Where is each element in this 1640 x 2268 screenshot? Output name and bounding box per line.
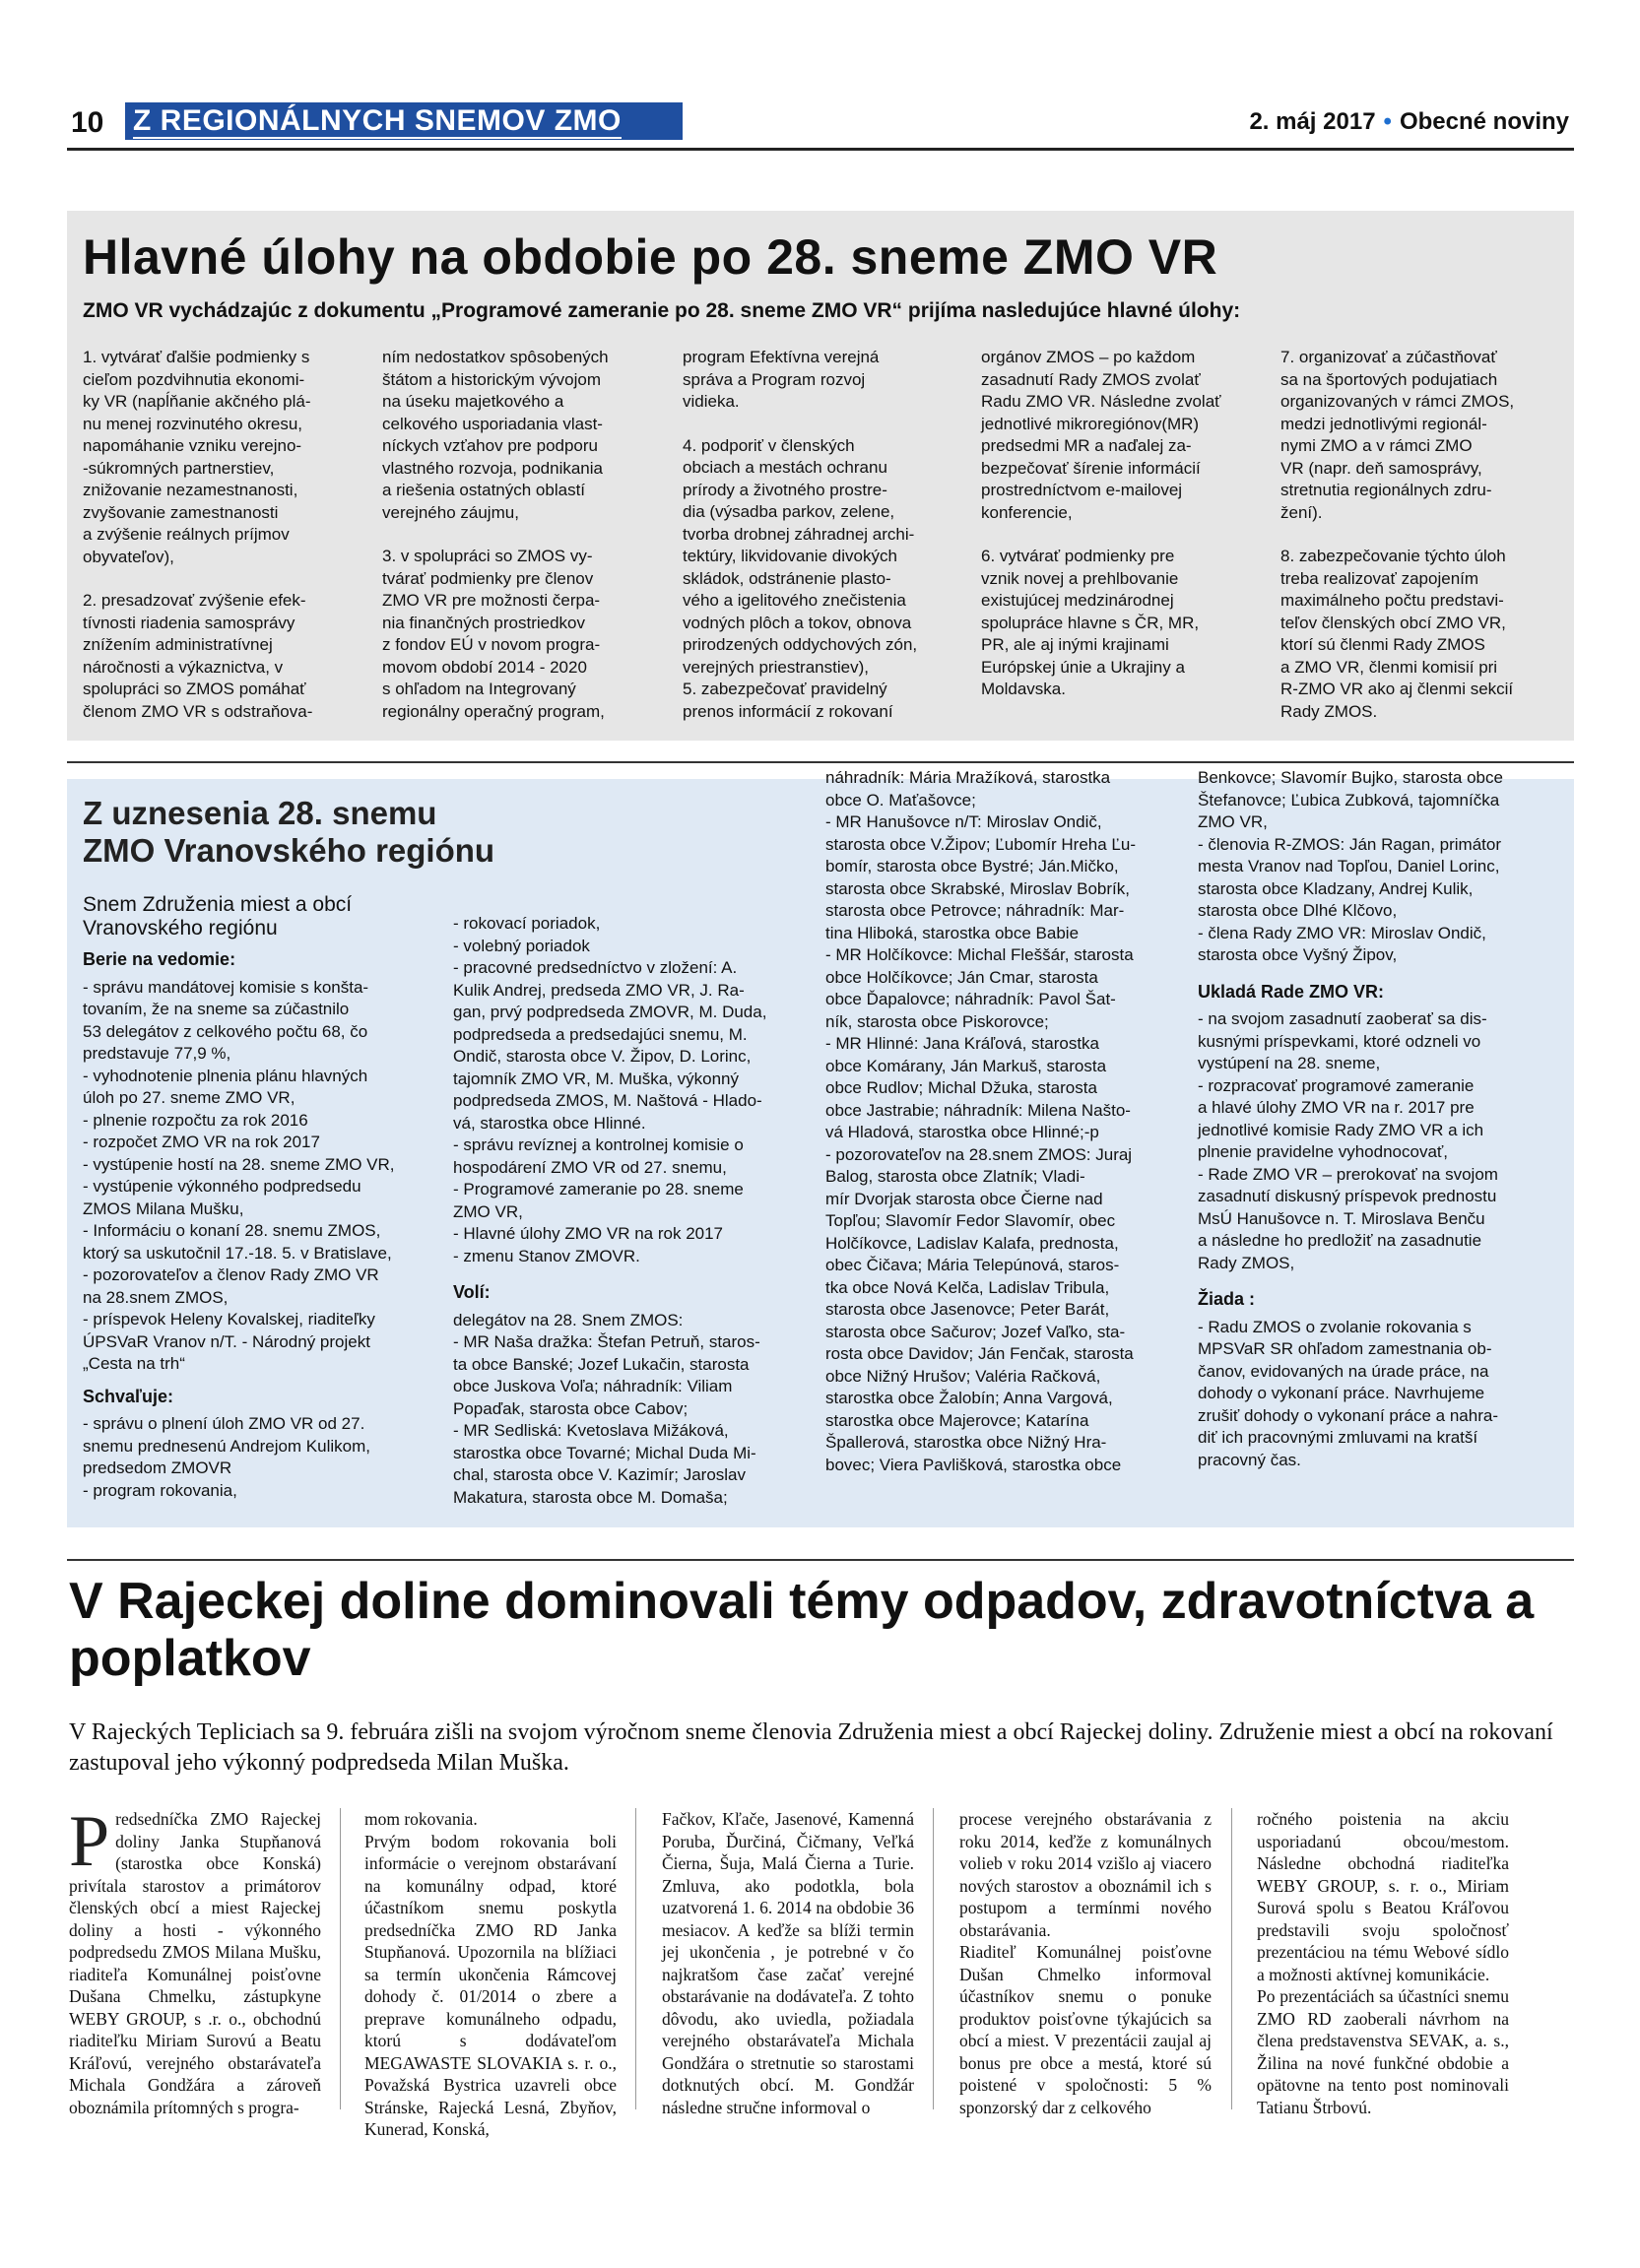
header-rule [67,148,1574,151]
column-rule [635,1808,636,2109]
bullet-separator: • [1383,108,1392,135]
issue-date: 2. máj 2017 [1249,108,1376,135]
resolution-heading-orders: Ukladá Rade ZMO VR: [1198,981,1385,1002]
resolution-heading-requests: Žiada : [1198,1289,1256,1309]
publication-name: Obecné noviny [1399,108,1569,135]
main-tasks-box [67,211,1574,741]
column-rule [340,1808,341,2109]
resolution-text: - rokovací poriadok, - volebný poriadok - pracovné predsedníctvo v zložení: A. Kulik Andrej, predseda ZMO VR, J. Ra- gan, prvý podpredseda ZMOVR, M. Duda, podpredseda a predsedajúci snemu, M. Ondič, starosta obce V. Žipov, D. Lorinc, tajomník ZMO VR, M. Muška, výkonný podpredseda ZMOS, M. Naštová - Hlado- vá, starostka obce Hlinné. - správu revíznej a kontrolnej komisie o hospodárení ZMO VR od 27. snemu, - Programové zameranie po 28. sneme ZMO VR, - Hlavné úlohy ZMO VR na rok 2017 - zmenu Stanov ZMOVR. [453,914,767,1265]
tasks-paragraph: 4. podporiť v členských obciach a mestách ochranu prírody a životného prostre- dia (výsadba parkov, zelene, tvorba drobnej záhradnej archi- tektúry, likvidovanie divokých skládok, odstránenie plasto- vého a igelitového znečistenia vodných plôch a tokov, obnova prirodzených oddychových zón, verejných priestranstiev), 5. zabezpečovať pravidelný prenos informácií z rokovaní [683,435,918,721]
page-number: 10 [71,106,104,139]
tasks-paragraph: 1. vytvárať ďalšie podmienky s cieľom pozdvihnutia ekonomi- ky VR (napĺňanie akčného plá- nu menej rozvinutého okresu, napomáhanie vzniku verejno- -súkromných partnerstiev, znižovanie nezamestnanosti, zvyšovanie zamestnanosti a zvýšenie reálnych príjmov obyvateľov), [83,348,311,566]
tasks-column-5 [1280,347,1561,745]
tasks-paragraph: orgánov ZMOS – po každom zasadnutí Rady ZMOS zvolať Radu ZMO VR. Následne zvolať jednotlivé mikroregiónov(MR) predsedmi MR a naďalej za- bezpečovať šírenie informácií prostredníctvom e-mailovej konferencie, [981,348,1221,522]
resolution-heading-notes: Berie na vedomie: [83,949,236,969]
article-text: mom rokovania. Prvým bodom rokovania boli informácie o verejnom obstarávaní na komunálny odpad, ktoré účastníkom snemu poskytla predsedníčka ZMO RD Janka Stupňanová. Upozornila na blížiaci sa termín ukončenia Rámcovej dohody č. 01/2014 o zbere a preprave komunálneho odpadu, ktorú s dodávateľom MEGAWASTE SLOVAKIA s. r. o., Považská Bystrica uzavreli obce Stránske, Rajecká Lesná, Zbyňov, Kunerad, Konská, [364,1809,617,2139]
tasks-column-4 [981,347,1255,723]
tasks-paragraph: program Efektívna verejná správа a Program rozvoj vidieka. [683,348,880,411]
article-text: Fačkov, Kľače, Jasenové, Kamenná Poruba, Ďurčiná, Čičmany, Veľká Čierna, Šuja, Malá Čierna a Turie. Zmluva, ako podotkla, bola uzatvorená 1. 6. 2014 na obdobie 36 mesiacov. A keďže sa blíži termin jej ukončenia , je potrebné v čo najkratšom čase začať verejné obstarávanie na dodávateľa. Z tohto dôvodu, ako uviedla, požiadala verejného obstarávateľa Michala Gondžára o stretnutie so starostami dotknutých obcí. M. Gondžár následne stručne informoval o [662,1809,914,2117]
issue-info [1249,108,1569,136]
section-label-text: Z REGIONÁLNYCH SNEMOV ZMO [133,104,622,137]
article-headline: V Rajeckej doline dominovali témy odpadov, zdravotníctva a poplatkov [69,1573,1535,1687]
resolution-text: náhradník: Mária Mražíková, starostka obce O. Maťašovce; - MR Hanušovce n/T: Miroslav Ondič, starosta obce V.Žipov; Ľubomír Hreha Ľu- bomír, starosta obce Bystré; Ján.Mičko, starosta obce Skrabské, Miroslav Bobrík, starosta obce Petrovce; náhradník: Mar- tina Hliboká, starostka obce Babie - MR Holčíkovce: Michal Fleššár, starosta obce Holčíkovce; Ján Cmar, starosta obce Ďapalovce; náhradník: Pavol Šat- ník, starosta obce Piskorovce; - MR Hlinné: Jana Kráľová, starostka obce Komárany, Ján Markuš, starosta obce Rudlov; Michal Džuka, starosta obce Jastrabie; náhradník: Milena Našto- vá Hladová, starostka obce Hlinné;-p - pozorovateľov na 28.snem ZMOS: Juraj Balog, starosta obce Zlatník; Vladi- mír Dvorjak starosta obce Čierne nad Topľou; Slavomír Fedor Slavomír, obec Holčíkovce, Ladislav Kalafa, prednosta, obec Čičava; Mária Telepúnová, staros- tka obce Nová Kelča, Ladislav Tribula, starosta obce Jasenovce; Peter Barát, starosta obce Sačurov; Jozef Vaľko, sta- rosta obce Davidov; Ján Fenčak, starosta obce Nižný Hrušov; Valéria Račková, starostka obce Žalobín; Anna Vargová, starostka obce Majerovce; Katarína Špallerová, starostka obce Nižný Hra- bovec; Viera Pavlišková, starostka obce [825,768,1136,1474]
main-tasks-title: Hlavné úlohy na obdobie po 28. sneme ZMO VR [83,229,1218,285]
article-text: ročného poistenia na akciu usporiadanú obcou/mestom. Následne obchodná riaditeľka WEBY GROUP, s. r. o., Miriam Surová spolu s Beatou Kráľovou predstavili svoju spoločnosť prezentáciou na tému Webové sídlo a možnosti aktívnej komunikácie. Po prezentáciách sa účastníci snemu ZMO RD zaoberali návrhom na člena predstavenstva SEVAK, a. s., Žilina na nové funkčné obdobie a opätovne na tento post nominovali Tatianu Štrbovú. [1257,1809,1509,2117]
tasks-paragraph: 7. organizovať a zúčastňovať sa na športových podujatiach organizovaných v rámci ZMOS, medzi jednotlivými regionál- nymi ZMO a v rámci ZMO VR (napr. deň samosprávy, stretnutia regionálnych zdru- žení). [1280,348,1515,522]
tasks-column-2 [382,347,656,745]
resolution-text: delegátov na 28. Snem ZMOS: - MR Naša dražka: Štefan Petruň, staros- ta obce Banské; Jozef Lukačin, starosta obce Juskova Voľa; náhradník: Viliam Popaďak, starosta obce Cabov; - MR Sedliská: Kvetoslava Mižáková, starostka obce Tovarné; Michal Duda Mi- chal, starosta obce V. Kazimír; Jaroslav Makatura, starosta obce M. Domaša; [453,1310,760,1507]
article-column-5 [1257,1808,1509,2118]
resolution-subtitle: Snem Združenia miest a obcí Vranovského regiónu [83,893,353,940]
resolution-title: Z uznesenia 28. snemu ZMO Vranovského regiónu [83,795,495,869]
article-column-4 [959,1808,1212,2118]
resolution-heading-approves: Schvaľuje: [83,1386,173,1406]
tasks-paragraph: 6. vytvárať podmienky pre vznik novej a prehlbovanie existujúcej medzinárodnej spolupráce hlavne s ČR, MR, PR, ale aj inými krajinami Európskej únie a Ukrajiny a Moldavska. [981,547,1200,698]
tasks-column-1 [83,347,357,745]
resolution-text: - Radu ZMOS o zvolanie rokovania s MPSVaR SR ohľadom zamestnania ob- čanov, evidovaných na úrade práce, na dohody o vykonaní práce. Navrhujeme zrušiť dohody o vykonaní práce a nahra- diť ich pracovnými zmluvami na kratší pracovný čas. [1198,1317,1498,1469]
tasks-paragraph: 3. v spolupráci so ZMOS vy- tvárať podmienky pre členov ZMO VR pre možnosti čerpa- nia finančných prostriedkov z fondov EÚ v novom progra- movom období 2014 - 2020 s ohľadom na Integrovaný regionálny operačný program, [382,547,605,721]
column-rule [1231,1808,1232,2109]
article-column-1 [69,1801,321,2118]
section-divider [67,1559,1574,1561]
article-text: procese verejného obstarávania z roku 2014, keďže z komunálnych volieb v roku 2014 vzišlo aj viacero nových starostov a oboznámil ich s postupom a termínmi nového obstarávania. Riaditeľ Komunálnej poisťovne Dušan Chmelko informoval účastníkov snemu o ponuke produktov poisťovne týkajúcich sa obcí a miest. V prezentácii zaujal aj bonus pre obce a mestá, ktoré sú poistené v spoločnosti: 5 % sponzorský dar z celkového [959,1809,1212,2117]
drop-cap: P [69,1801,110,1882]
article-text: redsedníčka ZMO Rajeckej doliny Janka Stupňanová (starostka obce Konská) privítala starostov a primátorov členských obcí a miest Rajeckej doliny a hosti - výkonného podpredsedu ZMOS Milana Mušku, riaditeľa Komunálnej poisťovne Dušana Chmelku, zástupkyne WEBY GROUP, s .r. o., obchodnú riaditeľku Miriam Surovú a Beatu Kráľovú, verejného obstarávateľa Michala Gondžára a zároveň oboznámila prítomných s progra- [69,1809,321,2117]
resolution-column-1 [83,940,452,1502]
main-tasks-lead: ZMO VR vychádzajúc z dokumentu „Programové zameranie po 28. sneme ZMO VR“ prijíma nasledujúce hlavné úlohy: [83,299,1241,322]
article-column-2 [364,1808,617,2141]
resolution-text: Benkovce; Slavomír Bujko, starosta obce Štefanovce; Ľubica Zubková, tajomníčka ZMO VR, - členovia R-ZMOS: Ján Ragan, primátor mesta Vranov nad Topľou, Daniel Lorinc, starosta obce Kladzany, Andrej Kulik, starosta obce Dlhé Klčovo, - člena Rady ZMO VR: Miroslav Ondič, starosta obce Vyšný Žipov, [1198,768,1503,964]
resolution-column-2 [453,913,822,1509]
resolution-text: - správu mandátovej komisie s konšta- tovaním, že na sneme sa zúčastnilo 53 delegátov z celkového počtu 68, čo predstavuje 77,9 %, - vyhodnotenie plnenia plánu hlavných úloh po 27. sneme ZMO VR, - plnenie rozpočtu za rok 2016 - rozpočet ZMO VR na rok 2017 - vystúpenie hostí na 28. sneme ZMO VR, - vystúpenie výkonného podpredsedu ZMOS Milana Mušku, - Informáciu o konaní 28. snemu ZMOS, ktorý sa uskutočnil 17.-18. 5. v Bratislave, - pozorovateľov a členov Rady ZMO VR na 28.snem ZMOS, - príspevok Heleny Kovalskej, riaditeľky ÚPSVaR Vranov n/T. - Národný projekt „Cesta na trh“ [83,977,395,1373]
article-lead: V Rajeckých Tepliciach sa 9. februára zišli na svojom výročnom sneme členovia Združenia miest a obcí Rajeckej doliny. Združenie miest a obcí na rokovaní zastupoval jeho výkonný podpredseda Milan Muška. [69,1719,1553,1776]
section-divider [67,761,1574,763]
column-rule [933,1808,934,2109]
tasks-column-3 [683,347,956,745]
resolution-text: - správu o plnení úloh ZMO VR od 27. snemu prednesenú Andrejom Kulikom, predsedom ZMOVR - program rokovania, [83,1414,370,1500]
article-column-3 [662,1808,914,2118]
section-label [125,102,683,140]
resolution-heading-elects: Volí: [453,1282,491,1302]
tasks-paragraph: ním nedostatkov spôsobených štátom a historickým vývojom na úseku majetkového a celkového usporiadania vlast- níckych vzťahov pre podporu vlastného rozvoja, podnikania a riešenia ostatných oblastí verejného záujmu, [382,348,609,522]
resolution-column-3 [825,767,1195,1476]
resolution-box [67,768,1574,1527]
resolution-column-4 [1198,767,1562,1471]
resolution-text: - na svojom zasadnutí zaoberať sa dis- kusnými príspevkami, ktoré odzneli vo vystúpení na 28. sneme, - rozpracovať programové zameranie a hlavé úlohy ZMO VR na r. 2017 pre jednotlivé komisie Rady ZMO VR a ich plnenie pravidelne vyhodnocovať, - Rade ZMO VR – prerokovať na svojom zasadnutí diskusný príspevok prednostu MsÚ Hanušovce n. T. Miroslava Benču a následne ho predložiť na zasadnutie Rady ZMOS, [1198,1009,1498,1272]
tasks-paragraph: 8. zabezpečovanie týchto úloh treba realizovať zapojením maximálneho počtu predstavi- teľov členských obcí ZMO VR, ktorí sú členmi Rady ZMOS a ZMO VR, členmi komisií pri R-ZMO VR ako aj členmi sekcií Rady ZMOS. [1280,547,1514,721]
tasks-paragraph: 2. presadzovať zvýšenie efek- tívnosti riadenia samosprávy znížením administratívnej náročnosti a výkaznictva, v spolupráci so ZMOS pomáhať členom ZMO VR s odstraňova- [83,591,313,721]
